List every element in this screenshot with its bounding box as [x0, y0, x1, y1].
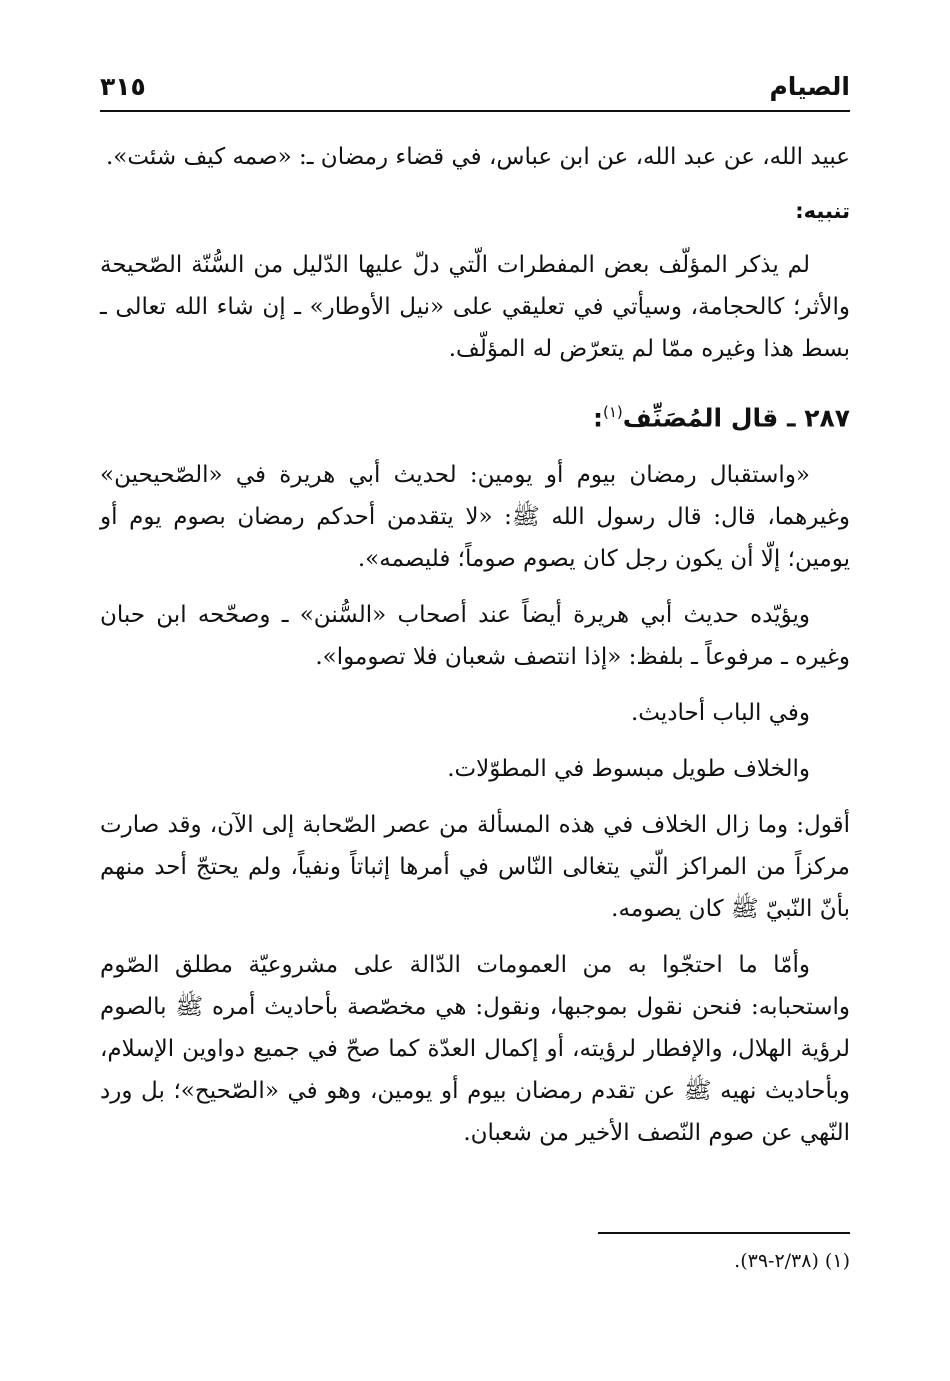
note-heading: تنبيه: [795, 199, 850, 223]
paragraph-2: لم يذكر المؤلّف بعض المفطرات الّتي دلّ عليها الدّليل من السُّنّة الصّحيحة والأثر؛ كالحجامة، وسيأتي في تعليقي على «نيل الأوطار» ـ إن شاء الله تعالى ـ بسط هذا وغيره ممّا لم يتعرّض له المؤلّف. [100, 252, 850, 362]
chapter-title: الصيام [769, 72, 850, 101]
section-heading-text: ٢٨٧ ـ قال المُصَنِّف [622, 403, 850, 433]
footnote-ref: (١) [603, 403, 623, 421]
page-number: ٣١٥ [100, 72, 146, 101]
paragraph-5: وفي الباب أحاديث. [630, 700, 810, 727]
footnote-divider [598, 1232, 850, 1234]
page-body [100, 136, 850, 1154]
footnote: (١) (٢/٣٨-٣٩). [734, 1250, 850, 1272]
section-heading [100, 390, 850, 440]
section-heading-colon: : [593, 403, 603, 433]
paragraph-3: «واستقبال رمضان بيوم أو يومين: لحديث أبي هريرة في «الصّحيحين» وغيرهما، قال: قال رسول الله ﷺ: «لا يتقدمن أحدكم رمضان بصوم يوم أو يومين؛ إلّا أن يكون رجل كان يصوم صوماً؛ فليصمه». [100, 462, 850, 573]
paragraph-1: عبيد الله، عن عبد الله، عن ابن عباس، في قضاء رمضان ـ: «صمه كيف شئت». [105, 144, 850, 170]
page-header [100, 66, 850, 112]
paragraph-7: أقول: وما زال الخلاف في هذه المسألة من عصر الصّحابة إلى الآن، وقد صارت مركزاً من المراكز الّتي يتغالى النّاس في أمرها إثباتاً ونفياً، ولم يحتجّ أحد منهم بأنّ النّبيّ ﷺ كان يصومه. [100, 812, 850, 923]
paragraph-8: وأمّا ما احتجّوا به من العمومات الدّالة على مشروعيّة مطلق الصّوم واستحبابه: فنحن نقول بموجبها، ونقول: هي مخصّصة بأحاديث أمره ﷺ بالصوم لرؤية الهلال، والإفطار لرؤيته، أو إكمال العدّة كما صحّ في جميع دواوين الإسلام، وبأحاديث نهيه ﷺ عن تقدم رمضان بيوم أو يومين، وهو في «الصّحيح»؛ بل ورد النّهي عن صوم النّصف الأخير من شعبان. [100, 952, 850, 1147]
paragraph-4: ويؤيّده حديث أبي هريرة أيضاً عند أصحاب «السُّنن» ـ وصحّحه ابن حبان وغيره ـ مرفوعاً ـ بلفظ: «إذا انتصف شعبان فلا تصوموا». [100, 602, 850, 671]
paragraph-6: والخلاف طويل مبسوط في المطوّلات. [447, 756, 810, 783]
